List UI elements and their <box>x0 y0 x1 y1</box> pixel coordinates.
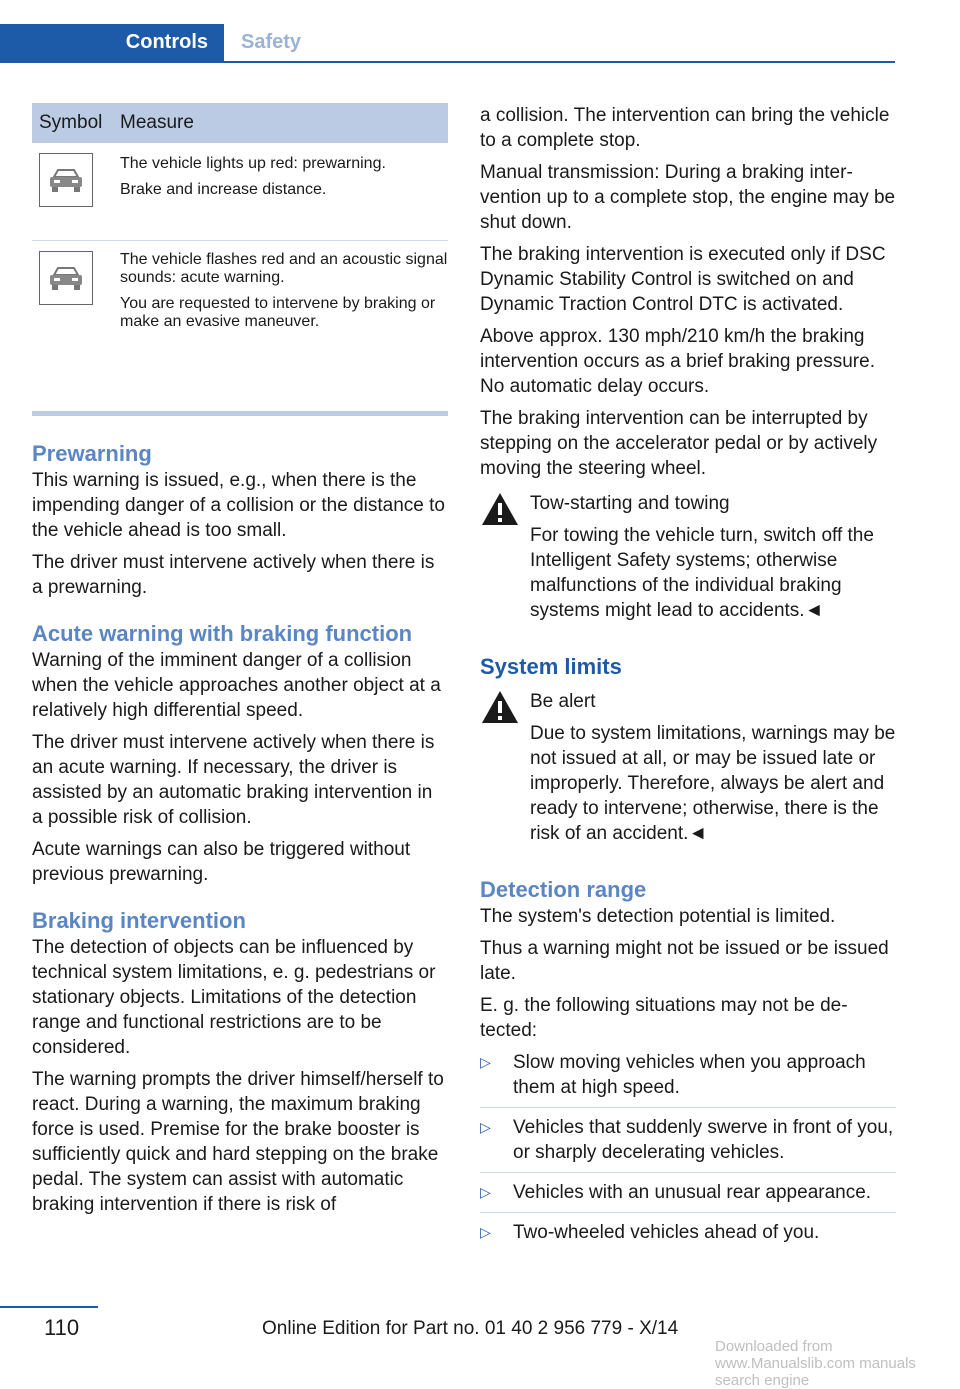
paragraph: The detection of objects can be influenced by technical system limitations, e. g. pedestrians or stationary objects. Limitations of the detection range and functional restrictions are to be considered. <box>32 937 436 1058</box>
paragraph: Thus a warning might not be issued or be issued late. <box>480 938 889 984</box>
car-front-icon <box>39 153 93 207</box>
table-bottom-rule <box>32 411 448 416</box>
paragraph: Above approx. 130 mph/210 km/h the braking intervention occurs as a brief braking pressure. No automatic delay occurs. <box>480 326 875 397</box>
tab-safety[interactable]: Safety <box>241 31 302 53</box>
bullet-triangle-icon: ▷ <box>480 1054 491 1070</box>
paragraph: Warning of the imminent danger of a collision when the vehicle approaches another object at a relatively high differential speed. <box>32 650 441 721</box>
column-header-measure: Measure <box>120 112 194 133</box>
column-header-symbol: Symbol <box>39 112 103 133</box>
bullet-triangle-icon: ▷ <box>480 1119 491 1135</box>
measure-text: The vehicle lights up red: prewarning. <box>120 155 386 172</box>
list-item <box>480 1050 896 1107</box>
paragraph: E. g. the following situations may not be detected: <box>480 995 848 1041</box>
watermark: Downloaded from www.Manualslib.com manuals search engine <box>715 1338 916 1389</box>
list-item-text: Vehicles that suddenly swerve in front of you, or sharply decelerating vehicles. <box>513 1117 894 1163</box>
header-rule <box>0 61 895 63</box>
page-number: 110 <box>44 1315 80 1340</box>
list-item-text: Slow moving vehicles when you approach them at high speed. <box>513 1052 866 1098</box>
symbol-table <box>32 103 448 416</box>
measure-text: You are requested to intervene by braking or make an evasive maneuver. <box>120 295 436 330</box>
warning-block <box>480 689 896 846</box>
bullet-triangle-icon: ▷ <box>480 1224 491 1240</box>
bullet-list <box>480 1050 896 1245</box>
warning-triangle-icon <box>480 689 520 725</box>
heading-system-limits: System limits <box>480 654 622 679</box>
table-row <box>32 143 448 241</box>
footer-rule <box>0 1306 98 1308</box>
paragraph: Manual transmission: During a braking intervention up to a complete stop, the engine may be shut down. <box>480 162 896 233</box>
paragraph: a collision. The intervention can bring the vehicle to a complete stop. <box>480 105 890 151</box>
paragraph: The braking intervention is executed only if DSC Dynamic Stability Control is switched on and Dynamic Traction Control DTC is activated. <box>480 244 886 315</box>
right-column <box>480 103 896 1245</box>
list-item-text: Two-wheeled vehicles ahead of you. <box>513 1222 820 1243</box>
table-header <box>32 103 448 143</box>
paragraph: The driver must intervene actively when there is an acute warning. If necessary, the driver is assisted by an automatic braking intervention in a possible risk of collision. <box>32 732 435 828</box>
warning-title: Be alert <box>530 691 596 712</box>
warning-block <box>480 491 896 623</box>
heading-acute-warning: Acute warning with braking function <box>32 621 413 646</box>
list-item <box>480 1212 896 1245</box>
paragraph: The warning prompts the driver himself/herself to react. During a warning, the maximum braking force is used. Premise for the brake booster is sufficiently quick and hard stepping on the brake pedal. The system can assist with automatic braking intervention if there is risk of <box>32 1069 444 1215</box>
bullet-triangle-icon: ▷ <box>480 1184 491 1200</box>
car-front-icon <box>39 251 93 305</box>
list-item <box>480 1172 896 1212</box>
left-column <box>32 440 448 1217</box>
header-bar <box>0 0 960 62</box>
table-row <box>32 241 448 411</box>
heading-braking-intervention: Braking intervention <box>32 908 246 933</box>
warning-text: For towing the vehicle turn, switch off the Intelligent Safety systems; otherwise malfunctions of the individual braking systems might lead to accidents.◄ <box>530 525 874 621</box>
measure-text: The vehicle flashes red and an acoustic signal sounds: acute warning. <box>120 251 448 286</box>
warning-title: Tow-starting and towing <box>530 493 730 514</box>
tab-controls[interactable]: Controls <box>0 24 224 61</box>
paragraph: This warning is issued, e.g., when there is the impending danger of a collision or the distance to the vehicle ahead is too small. <box>32 470 445 541</box>
paragraph: The driver must intervene actively when there is a prewarning. <box>32 552 435 598</box>
warning-text: Due to system limitations, warnings may be not issued at all, or may be issued late or improperly. Therefore, always be alert and ready to intervene; otherwise, there is the risk of an accident.◄ <box>530 723 896 844</box>
measure-text: Brake and increase distance. <box>120 181 327 198</box>
warning-triangle-icon <box>480 491 520 527</box>
heading-prewarning: Prewarning <box>32 441 152 466</box>
heading-detection-range: Detection range <box>480 877 647 902</box>
warning-text-first-line <box>480 523 896 623</box>
edition-text: Online Edition for Part no. 01 40 2 956 779 - X/14 <box>262 1318 679 1339</box>
paragraph: Acute warnings can also be triggered without previous prewarning. <box>32 839 411 885</box>
paragraph: The system's detection potential is limited. <box>480 906 836 927</box>
paragraph: The braking intervention can be interrupted by stepping on the accelerator pedal or by actively moving the steering wheel. <box>480 408 878 479</box>
warning-text-first-line <box>480 721 896 846</box>
list-item-text: Vehicles with an unusual rear appearance. <box>513 1182 872 1203</box>
list-item <box>480 1107 896 1172</box>
